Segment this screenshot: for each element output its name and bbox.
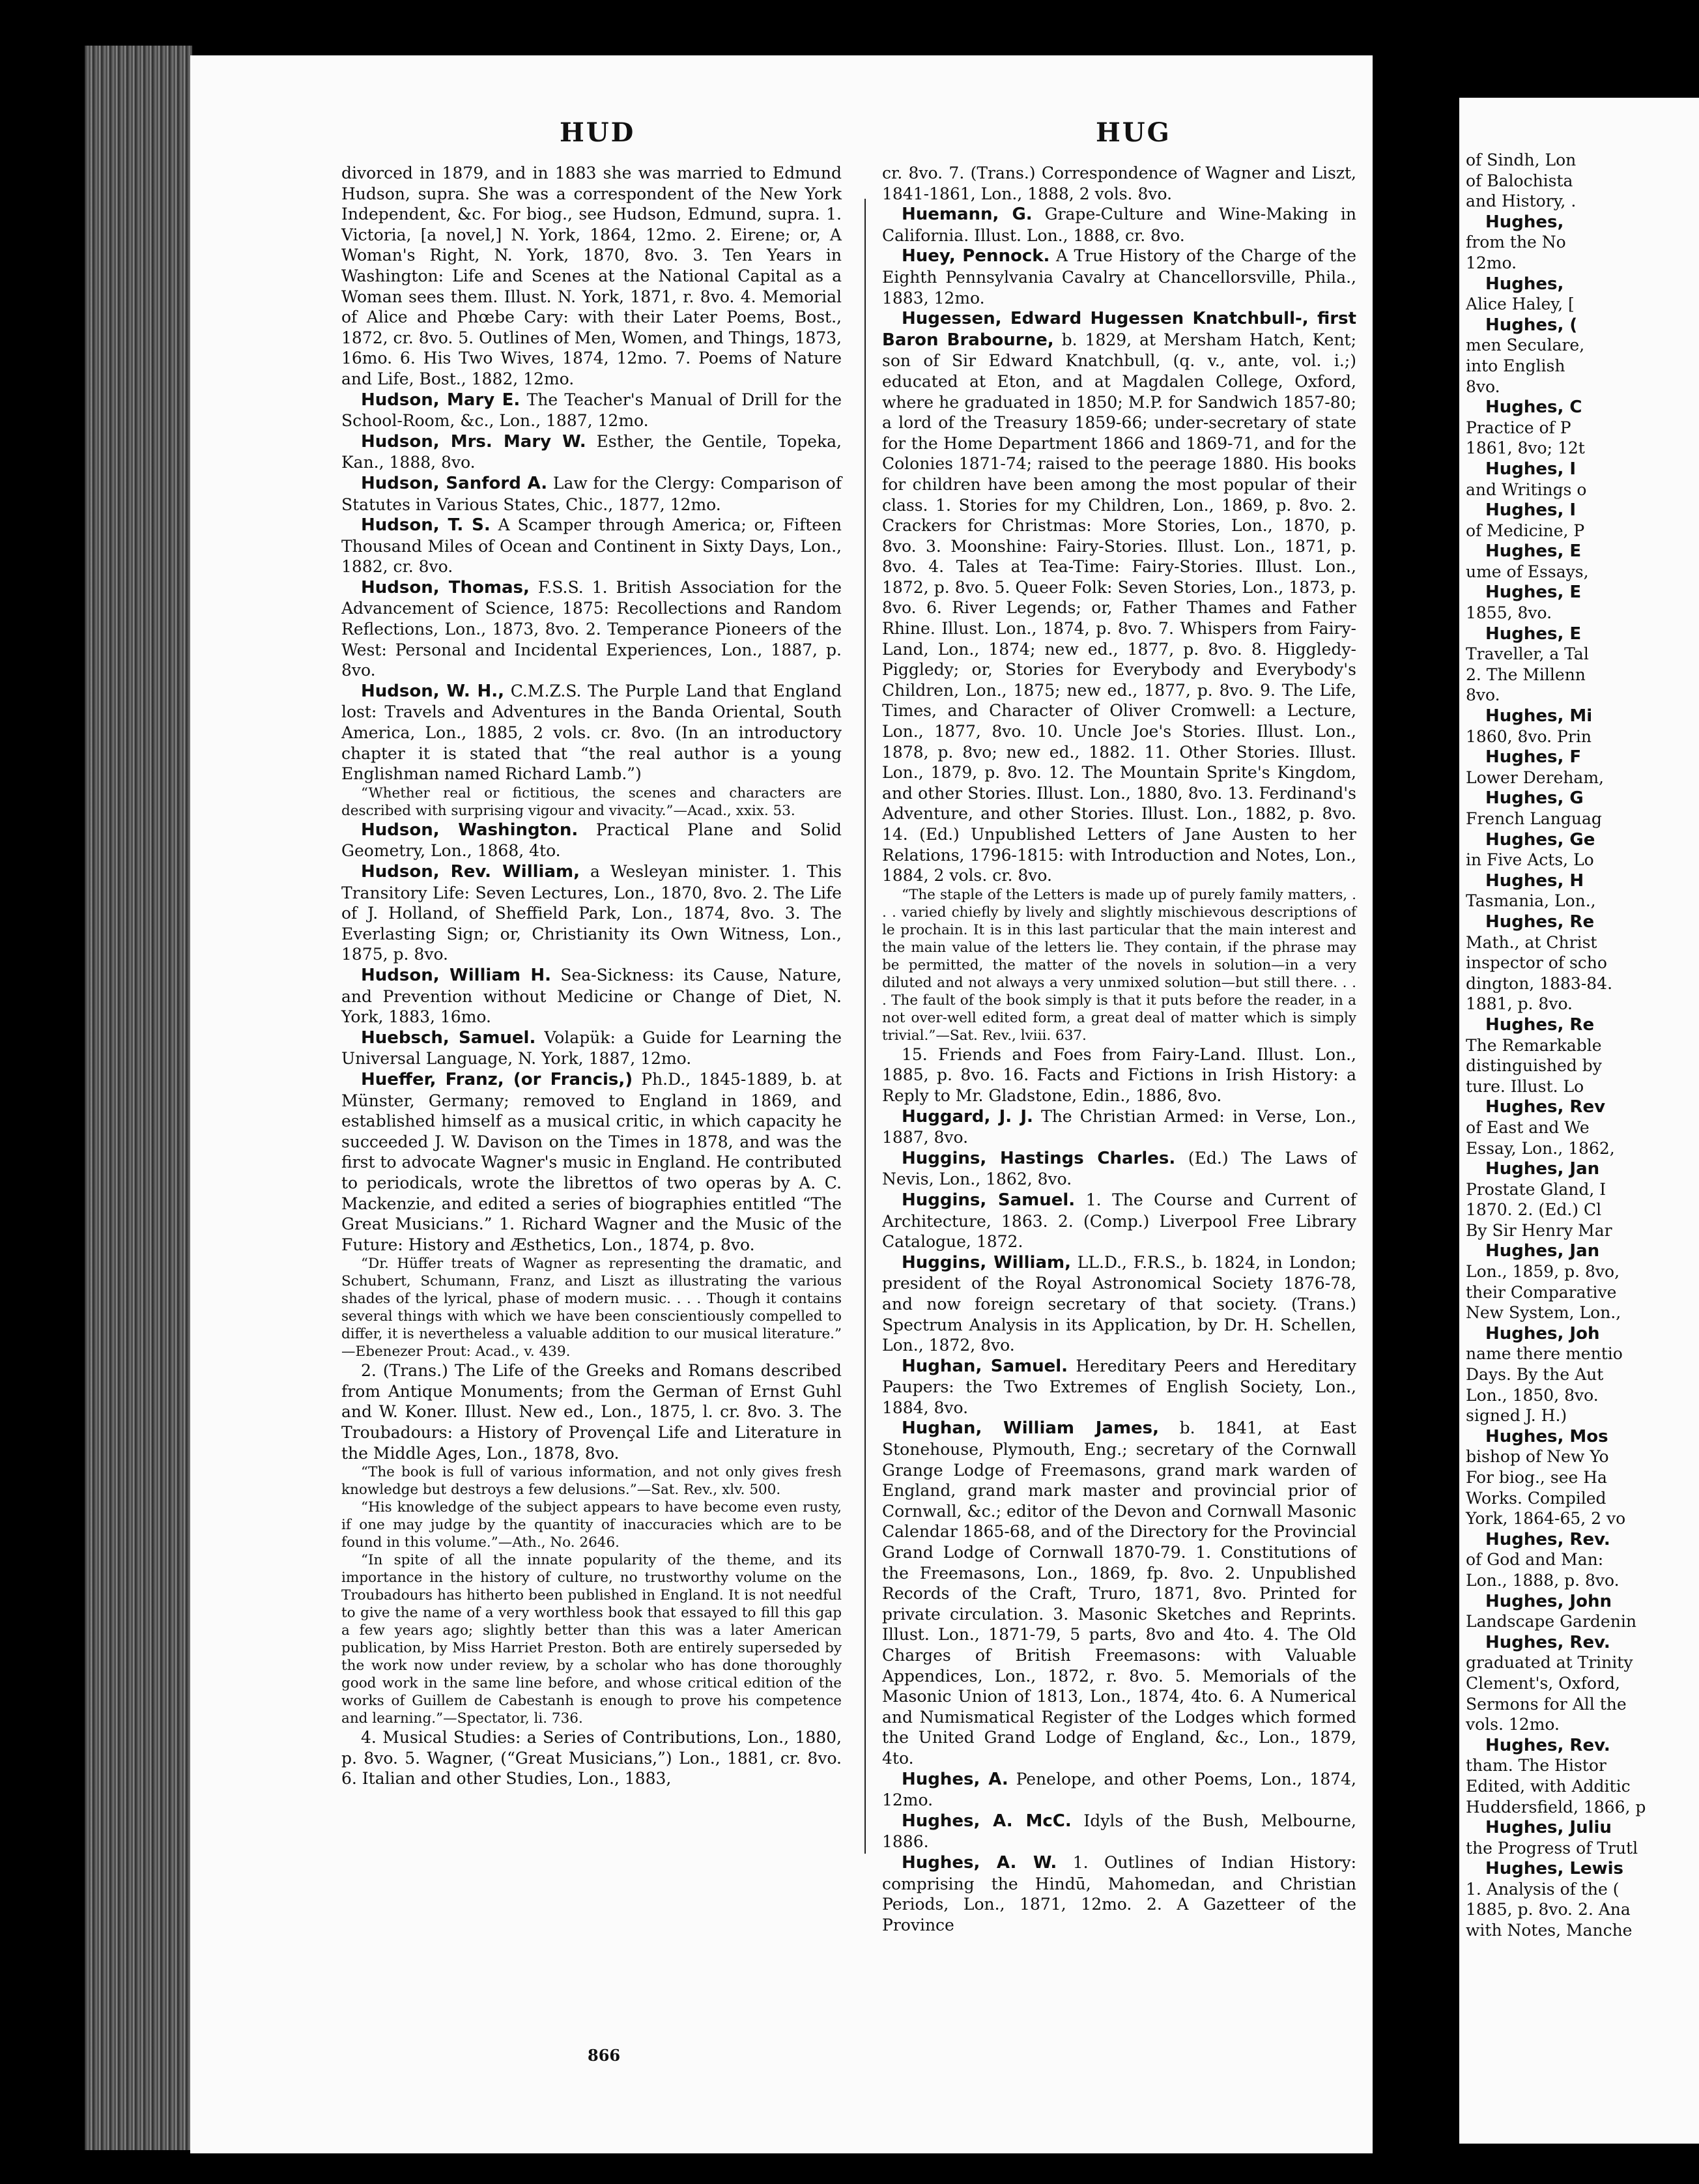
entry-text: New System, Lon., (1466, 1303, 1621, 1323)
fragment-line (1466, 1920, 1699, 1941)
quotation: “The staple of the Letters is made up of purely family matters, . . . varied chiefly by lively and slightly mischievous descriptions of le prochain. It is in this last particular that the main interest and the main value of the letters lie. They contain, if the phrase may be permitted, the matter of the novels in solution—in a very diluted and not always a very unmixed solution—but still there. . . . The fault of the book simply is that it puts before the reader, in a not over-well edited form, a great deal of matter which is simply trivial.”—Sat. Rev., lviii. 637. (882, 886, 1356, 1044)
fragment-line (1466, 1508, 1699, 1529)
entry-headword: Hughes, Rev. (1485, 1735, 1610, 1755)
entry (882, 1356, 1356, 1418)
entry (882, 163, 1356, 204)
fragment-line (1466, 377, 1699, 397)
entry-text: LL.D., F.R.S., b. 1824, in London; president of the Royal Astronomical Society 1876-78, and now foreign secretary of that society. (Trans.) Spectrum Analysis in its Application, by Dr. H. Schellen, Lon., 1872, 8vo. (882, 1252, 1356, 1355)
fragment-line (1466, 562, 1699, 582)
fragment-line (1466, 1343, 1699, 1364)
entry-text: Traveller, a Tal (1466, 644, 1589, 664)
entry-text: the Progress of Trutl (1466, 1838, 1638, 1858)
entry-headword: Huemann, G. (902, 205, 1033, 225)
fragment-line (1466, 480, 1699, 500)
entry-text: 12mo. (1466, 253, 1517, 272)
fragment-line (1466, 500, 1699, 521)
quotation: “In spite of all the innate popularity of the theme, and its importance in the history of culture, no trustworthy volume on the Troubadours has hitherto been published in England. It is not needful to give the name of a very worthless book that essayed to fill this gap a few years ago; slightly better than this was a later American publication, by Miss Harriet Preston. Both are entirely superseded by the work now under review, by a scholar who has done thoroughly good work in the same line before, and whose critical edition of the works of Guillem de Cabestanh is enough to prove his competence and learning.”—Spectator, li. 736. (341, 1552, 842, 1727)
fragment-line (1466, 788, 1699, 809)
entry-text: Alice Haley, [ (1466, 295, 1575, 314)
fragment-line (1466, 912, 1699, 932)
entry-text: Lon., 1888, p. 8vo. (1466, 1570, 1620, 1590)
fragment-line (1466, 521, 1699, 541)
fragment-line (1466, 397, 1699, 418)
fragment-line (1466, 1446, 1699, 1467)
entry-text: Volapük: a Guide for Learning the Universal Language, N. York, 1887, 12mo. (341, 1027, 842, 1069)
entry-headword: Hughes, C (1485, 397, 1582, 418)
entry (341, 390, 842, 431)
entry-text: Days. By the Aut (1466, 1365, 1604, 1385)
entry-headword: Hudson, T. S. (361, 515, 491, 536)
book-spine-edge (85, 46, 192, 2150)
entry-headword: Hughes, A. (902, 1769, 1008, 1789)
fragment-line (1466, 1385, 1699, 1406)
entry-text: Ph.D., 1845-1889, b. at Münster, Germany; removed to England in 1869, and established himself as a musical critic, in which capacity he succeeded J. W. Davison on the Times in 1878, and was the first to advocate Wagner's music in England. He contributed to periodicals, wrote the librettos of two operas by A. C. Mackenzie, and edited a series of biographies entitled “The Great Musicians.” 1. Richard Wagner and the Music of the Future: History and Æsthetics, Lon., 1874, p. 8vo. (341, 1069, 842, 1254)
entry-text: Practice of P (1466, 418, 1571, 437)
entry-text: The Teacher's Manual of Drill for the School-Room, &c., Lon., 1887, 12mo. (341, 390, 842, 431)
entry-text: 1885, p. 8vo. 2. Ana (1466, 1900, 1631, 1919)
entry (882, 1190, 1356, 1252)
entry-text: into English (1466, 356, 1565, 375)
fragment-line (1466, 1261, 1699, 1282)
fragment-line (1466, 253, 1699, 274)
entry (882, 246, 1356, 308)
entry (882, 1148, 1356, 1190)
fragment-line (1466, 191, 1699, 212)
entry-text: F.S.S. 1. British Association for the Advancement of Science, 1875: Recollections and Random Reflections, Lon., 1873, 8vo. 2. Temperance Pioneers of the West: Personal and Incidental Experiences, Lon., 1887, p. 8vo. (341, 577, 842, 680)
fragment-line (1466, 171, 1699, 192)
entry-headword: Hughes, Re (1485, 912, 1595, 932)
entry (341, 577, 842, 681)
entry-text: of Medicine, P (1466, 521, 1585, 540)
fragment-line (1466, 1426, 1699, 1447)
entry-text: 8vo. (1466, 685, 1500, 705)
left-page (190, 55, 1373, 2153)
entry-text: of East and We (1466, 1117, 1590, 1137)
fragment-line (1466, 1858, 1699, 1879)
entry-text: vols. 12mo. (1466, 1715, 1560, 1734)
fragment-line (1466, 1652, 1699, 1673)
fragment-line (1466, 232, 1699, 253)
entry-text: 1. Outlines of Indian History: comprising the Hindū, Mahomedan, and Christian Periods, Lon., 1871, 12mo. 2. A Gazetteer of the Province (882, 1852, 1356, 1934)
fragment-line (1466, 335, 1699, 356)
right-page-column (1466, 150, 1699, 1941)
entry-headword: Hughes, Jan (1485, 1159, 1600, 1179)
entry-text: Hereditary Peers and Hereditary Paupers: the Two Extremes of English Society, Lon., 1884, 8vo. (882, 1356, 1356, 1417)
entry-continuation: 4. Musical Studies: a Series of Contributions, Lon., 1880, p. 8vo. 5. Wagner, (“Great Musicians,”) Lon., 1881, cr. 8vo. 6. Italian and other Studies, Lon., 1883, (341, 1728, 842, 1789)
entry-text: Landscape Gardenin (1466, 1612, 1636, 1631)
page-number: 866 (588, 2046, 621, 2065)
fragment-line (1466, 1570, 1699, 1591)
entry-text: For biog., see Ha (1466, 1468, 1607, 1487)
entry-text: of God and Man: (1466, 1550, 1604, 1570)
middle-column (882, 163, 1356, 1935)
fragment-line (1466, 809, 1699, 829)
entry (882, 1418, 1356, 1768)
entry-text: and History, . (1466, 192, 1577, 211)
entry-headword: Hughan, Samuel. (902, 1356, 1068, 1376)
entry-text: graduated at Trinity (1466, 1653, 1633, 1673)
entry-text: ture. Illust. Lo (1466, 1076, 1584, 1096)
fragment-line (1466, 1899, 1699, 1920)
entry-headword: Hughes, Re (1485, 1014, 1595, 1035)
entry-text: Lower Dereham, (1466, 768, 1604, 787)
entry-headword: Hudson, Mrs. Mary W. (361, 431, 586, 452)
fragment-line (1466, 1879, 1699, 1900)
entry (341, 1027, 842, 1069)
entry (882, 1811, 1356, 1852)
entry-headword: Hughes, (1485, 274, 1564, 294)
entry-headword: Huggard, J. J. (902, 1106, 1033, 1127)
entry-headword: Hudson, W. H., (361, 681, 505, 701)
fragment-line (1466, 829, 1699, 850)
entry-text: Clement's, Oxford, (1466, 1673, 1620, 1693)
entry-headword: Hughes, ( (1485, 315, 1578, 335)
fragment-line (1466, 1323, 1699, 1344)
entry-headword: Hudson, Rev. William, (361, 862, 580, 882)
fragment-line (1466, 747, 1699, 768)
entry-headword: Hughes, Joh (1485, 1323, 1600, 1343)
entry-text: Idyls of the Bush, Melbourne, 1886. (882, 1811, 1356, 1852)
column-rule (864, 199, 866, 1854)
quotation: “The book is full of various information, and not only gives fresh knowledge but destroys a few delusions.”—Sat. Rev., xlv. 500. (341, 1464, 842, 1499)
fragment-line (1466, 726, 1699, 747)
entry-headword: Hughes, Rev. (1485, 1632, 1610, 1652)
entry-text: Law for the Clergy: Comparison of Statutes in Various States, Chic., 1877, 12mo. (341, 473, 842, 514)
entry-text: their Comparative (1466, 1282, 1617, 1302)
fragment-line (1466, 459, 1699, 480)
entry-text: divorced in 1879, and in 1883 she was married to Edmund Hudson, supra. She was a correspondent of the New York Independent, &c. For biog., see Hudson, Edmund, supra. 1. Victoria, [a novel,] N. York, 1864, 12mo. 2. Eirene; or, A Woman's Right, N. York, 1870, 8vo. 3. Ten Years in Washington: Life and Scenes at the National Capital as a Woman sees them. Illust. N. York, 1871, r. 8vo. 4. Memorial of Alice and Phœbe Cary: with their Later Poems, Bost., 1872, cr. 8vo. 5. Outlines of Men, Women, and Things, 1873, 16mo. 6. His Two Wives, 1874, 12mo. 7. Poems of Nature and Life, Bost., 1882, 12mo. (341, 164, 842, 388)
entry (882, 1252, 1356, 1356)
fragment-line (1466, 582, 1699, 603)
fragment-line (1466, 994, 1699, 1014)
quotation: “His knowledge of the subject appears to have become even rusty, if one may judge by the quantity of inaccuracies which are to be found in this volume.”—Ath., No. 2646. (341, 1499, 842, 1551)
fragment-line (1466, 1179, 1699, 1200)
entry-text: signed J. H.) (1466, 1406, 1567, 1426)
entry (882, 1769, 1356, 1811)
entry-headword: Hughes, I (1485, 459, 1577, 479)
fragment-line (1466, 1364, 1699, 1385)
entry-headword: Hughes, Juliu (1485, 1818, 1612, 1838)
entry (341, 1069, 842, 1255)
entry-headword: Hudson, Mary E. (361, 390, 521, 410)
entry-text: 1. The Course and Current of Architecture, 1863. 2. (Comp.) Liverpool Free Library Catalogue, 1872. (882, 1190, 1356, 1252)
entry-headword: Hughes, Rev (1485, 1097, 1606, 1117)
entry (341, 163, 842, 390)
entry-headword: Hughes, John (1485, 1591, 1612, 1611)
entry-headword: Hughes, A. W. (902, 1852, 1057, 1873)
entry (882, 1106, 1356, 1148)
entry-headword: Hudson, Thomas, (361, 577, 530, 597)
entry-headword: Hughes, I (1485, 500, 1577, 521)
entry-text: 1855, 8vo. (1466, 603, 1552, 623)
entry-text: 8vo. (1466, 377, 1500, 396)
entry-text: Edited, with Additic (1466, 1776, 1631, 1796)
entry-continuation: 2. (Trans.) The Life of the Greeks and Romans described from Antique Monuments; from the German of Ernst Guhl and W. Koner. Illust. New ed., Lon., 1875, l. cr. 8vo. 3. The Troubadours: a History of Provençal Life and Literature in the Middle Ages, Lon., 1878, 8vo. (341, 1361, 842, 1463)
entry-text: and Writings o (1466, 480, 1587, 499)
fragment-line (1466, 1755, 1699, 1776)
entry (882, 204, 1356, 246)
fragment-line (1466, 274, 1699, 295)
entry (341, 820, 842, 861)
entry-text: By Sir Henry Mar (1466, 1220, 1612, 1240)
entry-text: Tasmania, Lon., (1466, 891, 1596, 911)
fragment-line (1466, 665, 1699, 685)
entry-text: Sermons for All the (1466, 1694, 1627, 1714)
entry (341, 965, 842, 1027)
entry-text: Lon., 1850, 8vo. (1466, 1385, 1599, 1405)
fragment-line (1466, 644, 1699, 665)
entry-headword: Hughes, Ge (1485, 829, 1595, 850)
fragment-line (1466, 212, 1699, 233)
entry-text: ume of Essays, (1466, 562, 1589, 581)
entry-text: of Balochista (1466, 171, 1573, 190)
fragment-line (1466, 932, 1699, 953)
entry-headword: Huebsch, Samuel. (361, 1027, 536, 1048)
entry-headword: Hughes, A. McC. (902, 1811, 1072, 1831)
entry-headword: Hughes, E (1485, 541, 1582, 562)
entry (341, 473, 842, 515)
fragment-line (1466, 1714, 1699, 1735)
entry-text: The Christian Armed: in Verse, Lon., 1887, 8vo. (882, 1106, 1356, 1147)
left-column (341, 163, 842, 1789)
fragment-line (1466, 1014, 1699, 1035)
entry-headword: Hughes, Mos (1485, 1426, 1608, 1446)
fragment-line (1466, 1097, 1699, 1117)
entry-text: b. 1841, at East Stonehouse, Plymouth, Eng.; secretary of the Cornwall Grange Lodge of Freemasons, grand mark warden of England, grand mark master and provincial prior of Cornwall, &c.; editor of the Devon and Cornwall Masonic Calendar 1865-68, and of the Directory for the Provincial Grand Lodge of Cornwall 1870-79. 1. Constitutions of the Freemasons, Lon., 1869, fp. 8vo. 2. Unpublished Records of the Craft, Truro, 1871, 8vo. Printed for private circulation. 3. Masonic Sketches and Reprints. Illust. Lon., 1871-79, 5 parts, 8vo and 4to. 4. The Old Charges of British Freemasons: with Valuable Appendices, Lon., 1872, r. 8vo. 5. Memorials of the Masonic Union of 1813, Lon., 1874, 4to. 6. A Numerical and Numismatical Register of the Lodges which formed the United Grand Lodge of England, &c., Lon., 1879, 4to. (882, 1418, 1357, 1768)
entry-headword: Hughes, (1485, 212, 1564, 232)
fragment-line (1466, 624, 1699, 644)
entry-text: inspector of scho (1466, 953, 1607, 973)
entry-headword: Huggins, Samuel. (902, 1190, 1076, 1210)
entry-text: Grape-Culture and Wine-Making in California. Illust. Lon., 1888, cr. 8vo. (882, 205, 1356, 245)
entry-text: Essay, Lon., 1862, (1466, 1138, 1615, 1158)
entry-text: (Ed.) The Laws of Nevis, Lon., 1862, 8vo. (882, 1148, 1356, 1189)
fragment-line (1466, 1694, 1699, 1715)
fragment-line (1466, 870, 1699, 891)
entry-text: Sea-Sickness: its Cause, Nature, and Prevention without Medicine or Change of Diet, N. York, 1883, 16mo. (341, 965, 842, 1027)
fragment-line (1466, 1467, 1699, 1488)
fragment-line (1466, 603, 1699, 624)
entry (341, 431, 842, 473)
fragment-line (1466, 1200, 1699, 1220)
entry (341, 861, 842, 965)
entry-text: b. 1829, at Mersham Hatch, Kent; son of Sir Edward Knatchbull, (q. v., ante, vol. i.;) educated at Eton, and at Magdalen College, Oxford, where he graduated in 1850; M.P. for Sandwich 1857-80; a lord of the Treasury 1859-66; under-secretary of state for the Home Department 1866 and 1869-71, and for the Colonies 1871-74; raised to the peerage 1880. His books for children have been among the most popular of their class. 1. Stories for my Children, Lon., 1869, p. 8vo. 2. Crackers for Christmas: More Stories, Lon., 1870, p. 8vo. 3. Moonshine: Fairy-Stories. Illust. Lon., 1871, p. 8vo. 4. Tales at Tea-Time: Fairy-Stories. Illust. Lon., 1872, p. 8vo. 5. Queer Folk: Seven Stories, Lon., 1873, p. 8vo. 6. River Legends; or, Father Thames and Father Rhine. Illust. Lon., 1874, p. 8vo. 7. Whispers from Fairy-Land, Lon., 1874; new ed., 1877, p. 8vo. 8. Higgledy-Piggledy; or, Stories for Everybody and Everybody's Children, Lon., 1875; new ed., 1877, p. 8vo. 9. The Life, Times, and Character of Oliver Cromwell: a Lecture, Lon., 1877, 8vo. 10. Uncle Joe's Stories. Illust. Lon., 1878, p. 8vo; new ed., 1882. 11. Other Stories. Illust. Lon., 1879, p. 8vo. 12. The Mountain Sprite's Kingdom, and other Stories. Illust. Lon., 1880, 8vo. 13. Ferdinand's Adventure, and other Stories. Illust. Lon., 1882, p. 8vo. 14. (Ed.) Unpublished Letters of Jane Austen to her Relations, 1796-1815: with Introduction and Notes, Lon., 1884, 2 vols. cr. 8vo. (882, 330, 1357, 885)
entry-headword: Hughes, Lewis (1485, 1859, 1624, 1879)
entry-headword: Hughes, E (1485, 624, 1582, 644)
entry-text: cr. 8vo. 7. (Trans.) Correspondence of Wagner and Liszt, 1841-1861, Lon., 1888, 2 vols. 8vo. (882, 164, 1356, 203)
fragment-line (1466, 1817, 1699, 1838)
entry-headword: Huggins, Hastings Charles. (902, 1148, 1176, 1168)
fragment-line (1466, 1529, 1699, 1550)
entry-headword: Hughes, E (1485, 582, 1582, 603)
entry-text: Esther, the Gentile, Topeka, Kan., 1888, 8vo. (341, 431, 842, 472)
fragment-line (1466, 1117, 1699, 1138)
entry-text: Works. Compiled (1466, 1488, 1606, 1508)
running-head-left: HUD (560, 117, 636, 148)
entry-text: The Remarkable (1466, 1035, 1602, 1055)
quotation: “Dr. Hüffer treats of Wagner as representing the dramatic, and Schubert, Schumann, Franz, and Liszt as illustrating the various shades of the lyrical, phase of modern music. . . . Though it contains several things with which we have been conscientiously compelled to differ, it is nevertheless a valuable addition to our musical literature.” —Ebenezer Prout: Acad., v. 439. (341, 1256, 842, 1360)
entry-text: 2. The Millenn (1466, 665, 1586, 684)
entry-headword: Huggins, William, (902, 1252, 1071, 1272)
entry-headword: Huey, Pennock. (902, 246, 1050, 266)
entry (341, 681, 842, 784)
fragment-line (1466, 1488, 1699, 1509)
entry-headword: Hudson, Sanford A. (361, 473, 548, 493)
fragment-line (1466, 973, 1699, 994)
fragment-line (1466, 1673, 1699, 1694)
fragment-line (1466, 1591, 1699, 1612)
fragment-line (1466, 1838, 1699, 1859)
fragment-line (1466, 1611, 1699, 1632)
entry-text: Math., at Christ (1466, 932, 1597, 952)
fragment-line (1466, 953, 1699, 973)
entry-text: 1870. 2. (Ed.) Cl (1466, 1200, 1602, 1220)
fragment-line (1466, 150, 1699, 171)
entry-text: 1861, 8vo; 12t (1466, 438, 1585, 458)
entry-text: 1. Analysis of the ( (1466, 1879, 1620, 1899)
running-head-right: HUG (1096, 117, 1171, 148)
entry (882, 1852, 1356, 1935)
fragment-line (1466, 1776, 1699, 1797)
entry-continuation: 15. Friends and Foes from Fairy-Land. Illust. Lon., 1885, p. 8vo. 16. Facts and Fictions in Irish History: a Reply to Mr. Gladstone, Edin., 1886, 8vo. (882, 1044, 1356, 1105)
entry-text: C.M.Z.S. The Purple Land that England lost: Travels and Adventures in the Banda Oriental, South America, Lon., 1885, 2 vols. cr. 8vo. (In an introductory chapter it is stated that “the real author is a young Englishman named Richard Lamb.”) (341, 681, 842, 784)
fragment-line (1466, 1735, 1699, 1756)
entry-text: with Notes, Manche (1466, 1921, 1633, 1940)
fragment-line (1466, 1220, 1699, 1241)
entry-text: York, 1864-65, 2 vo (1466, 1509, 1626, 1529)
fragment-line (1466, 541, 1699, 562)
entry-text: tham. The Histor (1466, 1756, 1606, 1775)
fragment-line (1466, 1549, 1699, 1570)
fragment-line (1466, 891, 1699, 912)
entry-headword: Hughan, William James, (902, 1418, 1160, 1439)
entry-text: distinguished by (1466, 1056, 1602, 1076)
entry-text: A Scamper through America; or, Fifteen Thousand Miles of Ocean and Continent in Sixty Days, Lon., 1882, cr. 8vo. (341, 515, 842, 577)
entry (341, 515, 842, 577)
entry-headword: Hughes, Rev. (1485, 1529, 1610, 1549)
entry-text: name there mentio (1466, 1344, 1623, 1364)
fragment-line (1466, 356, 1699, 377)
entry-text: A True History of the Charge of the Eighth Pennsylvania Cavalry at Chancellorsville, Phila., 1883, 12mo. (882, 246, 1356, 308)
entry-text: a Wesleyan minister. 1. This Transitory Life: Seven Lectures, Lon., 1870, 8vo. 2. The Life of J. Holland, of Sheffield Park, Lon., 1874, 8vo. 3. The Everlasting Sign; or, Christianity its Own Witness, Lon., 1875, p. 8vo. (341, 862, 842, 964)
entry-text: bishop of New Yo (1466, 1447, 1609, 1467)
entry-text: Lon., 1859, p. 8vo, (1466, 1262, 1620, 1282)
entry-text: 1881, p. 8vo. (1466, 994, 1573, 1014)
fragment-line (1466, 1035, 1699, 1056)
right-page-fragment (1459, 98, 1699, 2144)
entry-text: from the No (1466, 233, 1566, 252)
fragment-line (1466, 768, 1699, 788)
fragment-line (1466, 1282, 1699, 1303)
fragment-line (1466, 1797, 1699, 1818)
entry-text: 1860, 8vo. Prin (1466, 726, 1592, 746)
entry-text: French Languag (1466, 809, 1602, 828)
fragment-line (1466, 1405, 1699, 1426)
entry-headword: Hughes, Jan (1485, 1241, 1600, 1261)
entry-headword: Hugessen, Edward Hugessen Knatchbull-, first Baron Brabourne, (882, 309, 1356, 350)
fragment-line (1466, 1076, 1699, 1097)
fragment-line (1466, 706, 1699, 726)
quotation: “Whether real or fictitious, the scenes and characters are described with surprising vigour and vivacity.”—Acad., xxix. 53. (341, 784, 842, 819)
entry-headword: Hueffer, Franz, (or Francis,) (361, 1069, 633, 1089)
fragment-line (1466, 1241, 1699, 1261)
fragment-line (1466, 1632, 1699, 1653)
entry-text: dington, 1883-84. (1466, 973, 1613, 993)
fragment-line (1466, 1056, 1699, 1076)
fragment-line (1466, 294, 1699, 315)
entry-headword: Hughes, F (1485, 747, 1582, 768)
fragment-line (1466, 1158, 1699, 1179)
entry (882, 308, 1356, 886)
entry-text: men Seculare, (1466, 336, 1585, 355)
entry-text: Penelope, and other Poems, Lon., 1874, 12mo. (882, 1769, 1356, 1810)
entry-headword: Hughes, Mi (1485, 706, 1593, 726)
fragment-line (1466, 438, 1699, 459)
entry-text: Huddersfield, 1866, p (1466, 1797, 1646, 1817)
entry-text: Practical Plane and Solid Geometry, Lon., 1868, 4to. (341, 820, 842, 861)
fragment-line (1466, 850, 1699, 870)
entry-headword: Hughes, G (1485, 788, 1584, 809)
fragment-line (1466, 418, 1699, 438)
fragment-line (1466, 1302, 1699, 1323)
fragment-line (1466, 315, 1699, 336)
entry-headword: Hudson, William H. (361, 965, 552, 985)
entry-headword: Hughes, H (1485, 870, 1584, 891)
entry-headword: Hudson, Washington. (361, 820, 578, 840)
fragment-line (1466, 685, 1699, 706)
fragment-line (1466, 1138, 1699, 1159)
entry-text: in Five Acts, Lo (1466, 850, 1594, 870)
entry-text: Prostate Gland, I (1466, 1179, 1606, 1199)
entry-text: of Sindh, Lon (1466, 151, 1577, 169)
